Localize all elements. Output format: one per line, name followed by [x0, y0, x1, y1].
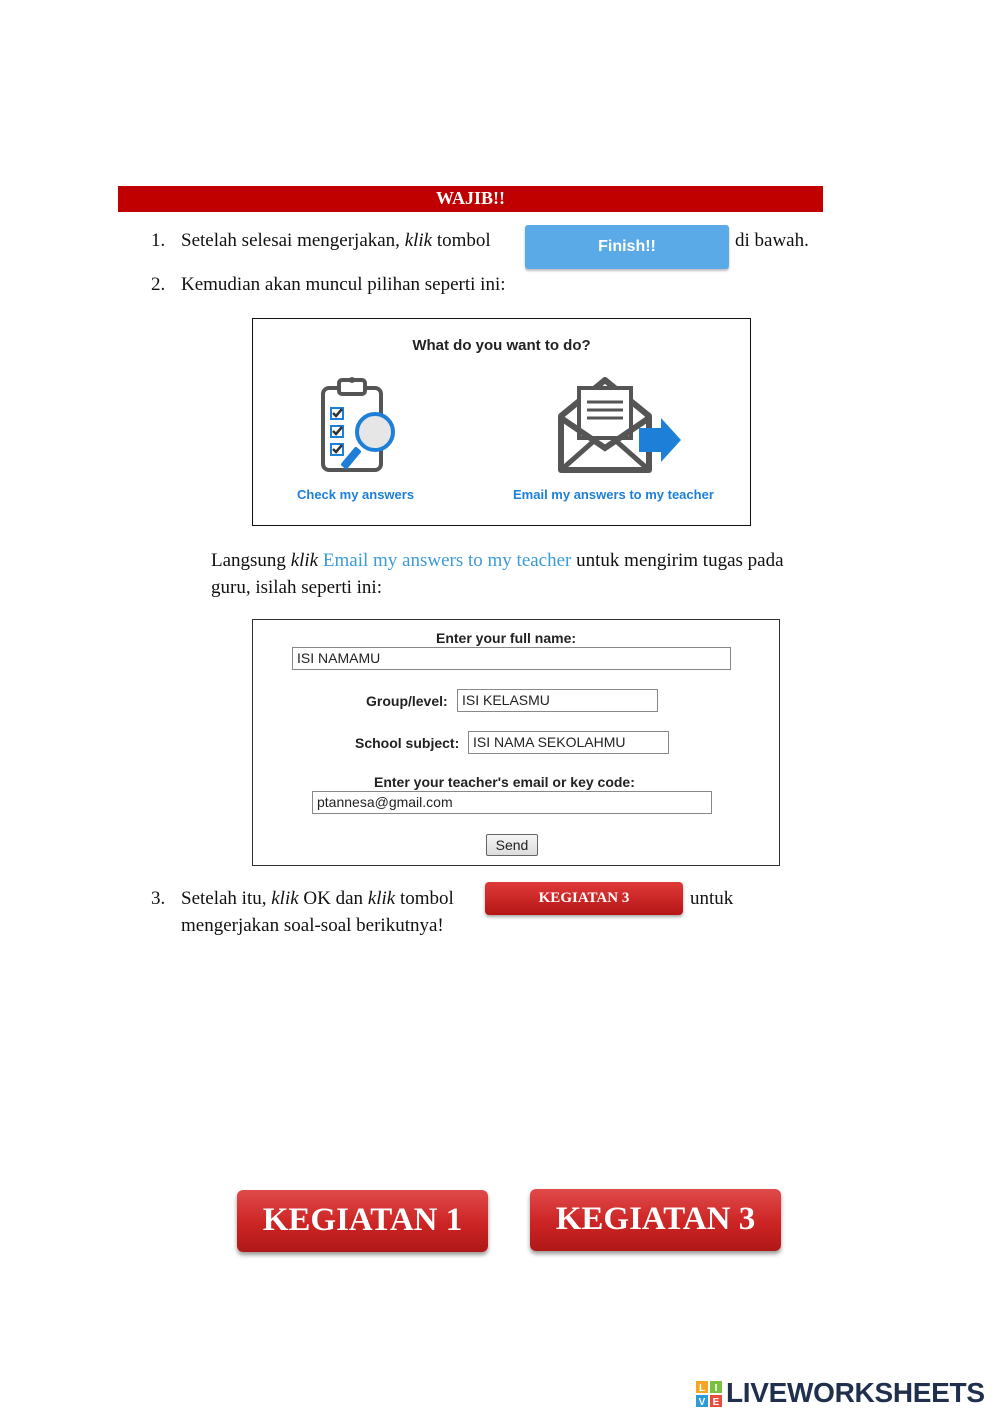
fullname-input[interactable]: ISI NAMAMU: [292, 647, 731, 670]
kegiatan-3-inline-label: KEGIATAN 3: [538, 890, 630, 906]
step-3: [151, 886, 454, 912]
send-button[interactable]: Send: [486, 834, 538, 856]
instruction-text-after: untuk mengirim tugas pada: [571, 550, 784, 571]
kegiatan-3-label: KEGIATAN 3: [555, 1201, 756, 1237]
finish-button[interactable]: [525, 225, 729, 269]
subject-label: School subject:: [355, 735, 460, 751]
step-1-number: 1.: [151, 230, 166, 251]
logo-letter-i: I: [714, 1383, 718, 1394]
instruction-link: Email my answers to my teacher: [318, 550, 572, 571]
step-2: [151, 272, 506, 298]
liveworksheets-brand: LIVEWORKSHEETS: [726, 1377, 985, 1408]
step-3-number: 3.: [151, 888, 166, 909]
step-2-text: Kemudian akan muncul pilihan seperti ini:: [181, 274, 506, 295]
step-3-text-before: Setelah itu,: [181, 888, 272, 909]
liveworksheets-logo-icon: [696, 1381, 722, 1407]
kegiatan-1-label: KEGIATAN 1: [262, 1202, 463, 1238]
banner-title: WAJIB!!: [435, 188, 505, 208]
step-2-number: 2.: [151, 274, 166, 295]
step-3-text-after: untuk: [690, 888, 734, 909]
logo-letter-v: V: [698, 1397, 706, 1407]
teacher-email-label: Enter your teacher's email or key code:: [374, 774, 635, 790]
fullname-label: Enter your full name:: [436, 630, 577, 646]
group-input[interactable]: ISI KELASMU: [457, 689, 658, 712]
step-1-text-before: Setelah selesai mengerjakan,: [181, 230, 405, 251]
step-1-italic: klik: [404, 230, 433, 251]
email-form: [252, 619, 780, 866]
teacher-email-input[interactable]: ptannesa@gmail.com: [312, 791, 712, 814]
finish-button-label: Finish!!: [598, 238, 656, 255]
step-3-text-mid-1: OK dan: [298, 888, 368, 909]
step-3-text-mid-2: tombol: [395, 888, 454, 909]
step-3-line-2: mengerjakan soal-soal berikutnya!: [181, 915, 444, 936]
group-label: Group/level:: [366, 693, 448, 709]
step-1-text-after: di bawah.: [735, 230, 809, 251]
instruction-italic: klik: [290, 550, 319, 571]
subject-input[interactable]: ISI NAMA SEKOLAHMU: [468, 731, 669, 754]
kegiatan-1-button[interactable]: [237, 1190, 488, 1252]
step-1: [151, 228, 491, 254]
kegiatan-3-inline-button[interactable]: [485, 882, 683, 915]
instruction-line-2: guru, isilah seperti ini:: [211, 577, 382, 598]
instruction-line-1: [211, 547, 784, 574]
step-3-italic-2: klik: [367, 888, 396, 909]
choice-dialog: [252, 318, 751, 526]
check-answers-option[interactable]: Check my answers: [297, 487, 415, 502]
logo-letter-e: E: [712, 1397, 720, 1407]
email-teacher-option[interactable]: Email my answers to my teacher: [513, 487, 714, 502]
instruction-text-before: Langsung: [211, 550, 291, 571]
wajib-banner: [118, 186, 823, 212]
liveworksheets-logo[interactable]: [696, 1376, 994, 1410]
kegiatan-3-button[interactable]: [530, 1189, 781, 1251]
step-3-italic-1: klik: [271, 888, 299, 909]
logo-letter-l: L: [698, 1383, 706, 1394]
clipboard-check-icon[interactable]: [317, 374, 407, 474]
email-envelope-icon[interactable]: [555, 374, 685, 474]
step-1-text-mid: tombol: [432, 230, 491, 251]
dialog-question: What do you want to do?: [412, 337, 591, 354]
